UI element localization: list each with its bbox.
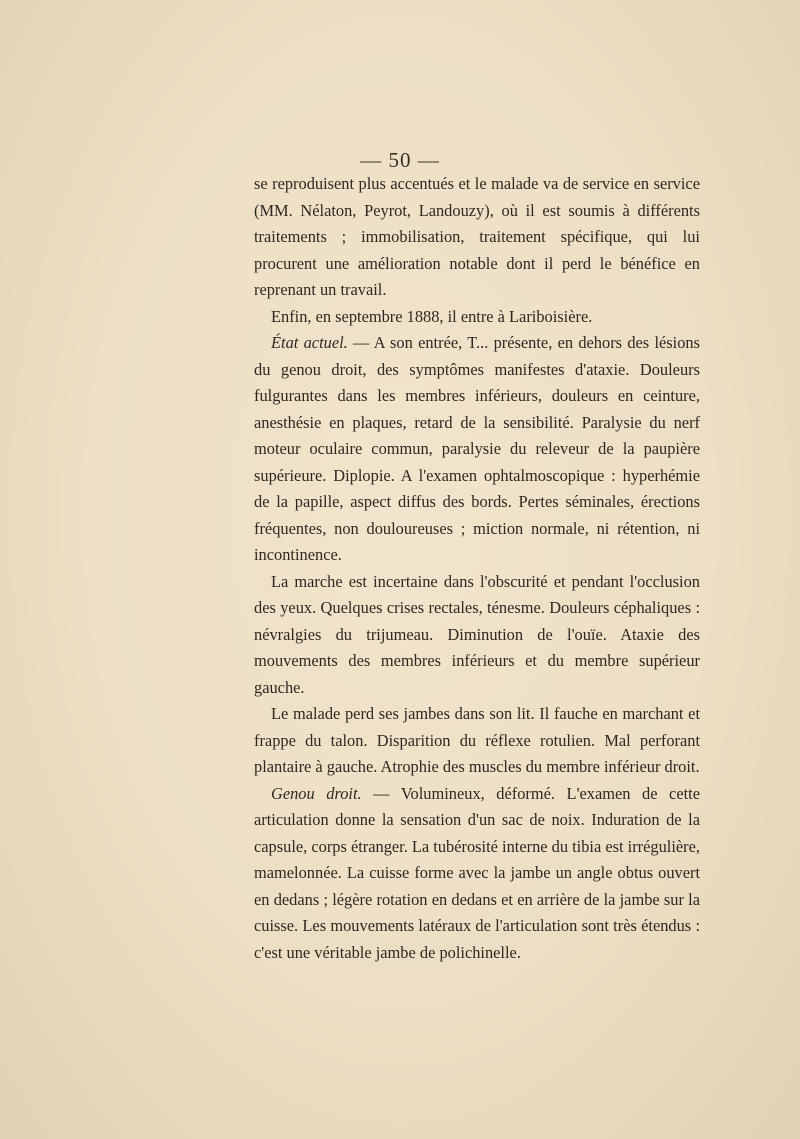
paragraph (254, 569, 700, 702)
paragraph (254, 171, 700, 304)
body-text (254, 171, 700, 966)
paragraph-text: se reproduisent plus accentués et le malade va de service en service (MM. Nélaton, Peyrot, Landouzy), où il est soumis à différents traitements ; immobilisation, traitement spécifique, qui lui procurent une amélioration notable dont il perd le bénéfice en reprenant un travail. (254, 174, 700, 299)
paragraph (254, 701, 700, 781)
paragraph-text: Le malade perd ses jambes dans son lit. Il fauche en marchant et frappe du talon. Disparition du réflexe rotulien. Mal perforant plantaire à gauche. Atrophie des muscles du membre inférieur droit. (254, 704, 700, 776)
paragraph-text: — A son entrée, T... présente, en dehors des lésions du genou droit, des symptômes manifestes d'ataxie. Douleurs fulgurantes dans les membres inférieurs, douleurs en ceinture, anesthésie en plaques, retard de la sensibilité. Paralysie du nerf moteur oculaire commun, paralysie du releveur de la paupière supérieure. Diplopie. A l'examen ophtalmoscopique : hyperhémie de la papille, aspect diffus des bords. Pertes séminales, érections fréquentes, non douloureuses ; miction normale, ni rétention, ni incontinence. (254, 333, 700, 564)
paragraph (254, 330, 700, 569)
paragraph-text: — Volumineux, déformé. L'examen de cette articulation donne la sensation d'un sac de noix. Induration de la capsule, corps étranger. La tubérosité interne du tibia est irrégulière, mamelonnée. La cuisse forme avec la jambe un angle obtus ouvert en dedans ; légère rotation en dedans et en arrière de la jambe sur la cuisse. Les mouvements latéraux de l'articulation sont très étendus : c'est une véritable jambe de polichinelle. (254, 783, 701, 962)
paragraph (254, 781, 700, 967)
section-label: État actuel. (271, 333, 348, 352)
paragraph-text: Enfin, en septembre 1888, il entre à Lariboisière. (271, 306, 593, 326)
paragraph (254, 304, 700, 331)
paragraph-text: La marche est incertaine dans l'obscurité et pendant l'occlusion des yeux. Quelques crises rectales, ténesme. Douleurs céphaliques : névralgies du trijumeau. Diminution de l'ouïe. Ataxie des mouvements des membres inférieurs et du membre supérieur gauche. (254, 571, 700, 697)
section-label: Genou droit. (271, 783, 362, 803)
page-number: — 50 — (360, 148, 440, 172)
